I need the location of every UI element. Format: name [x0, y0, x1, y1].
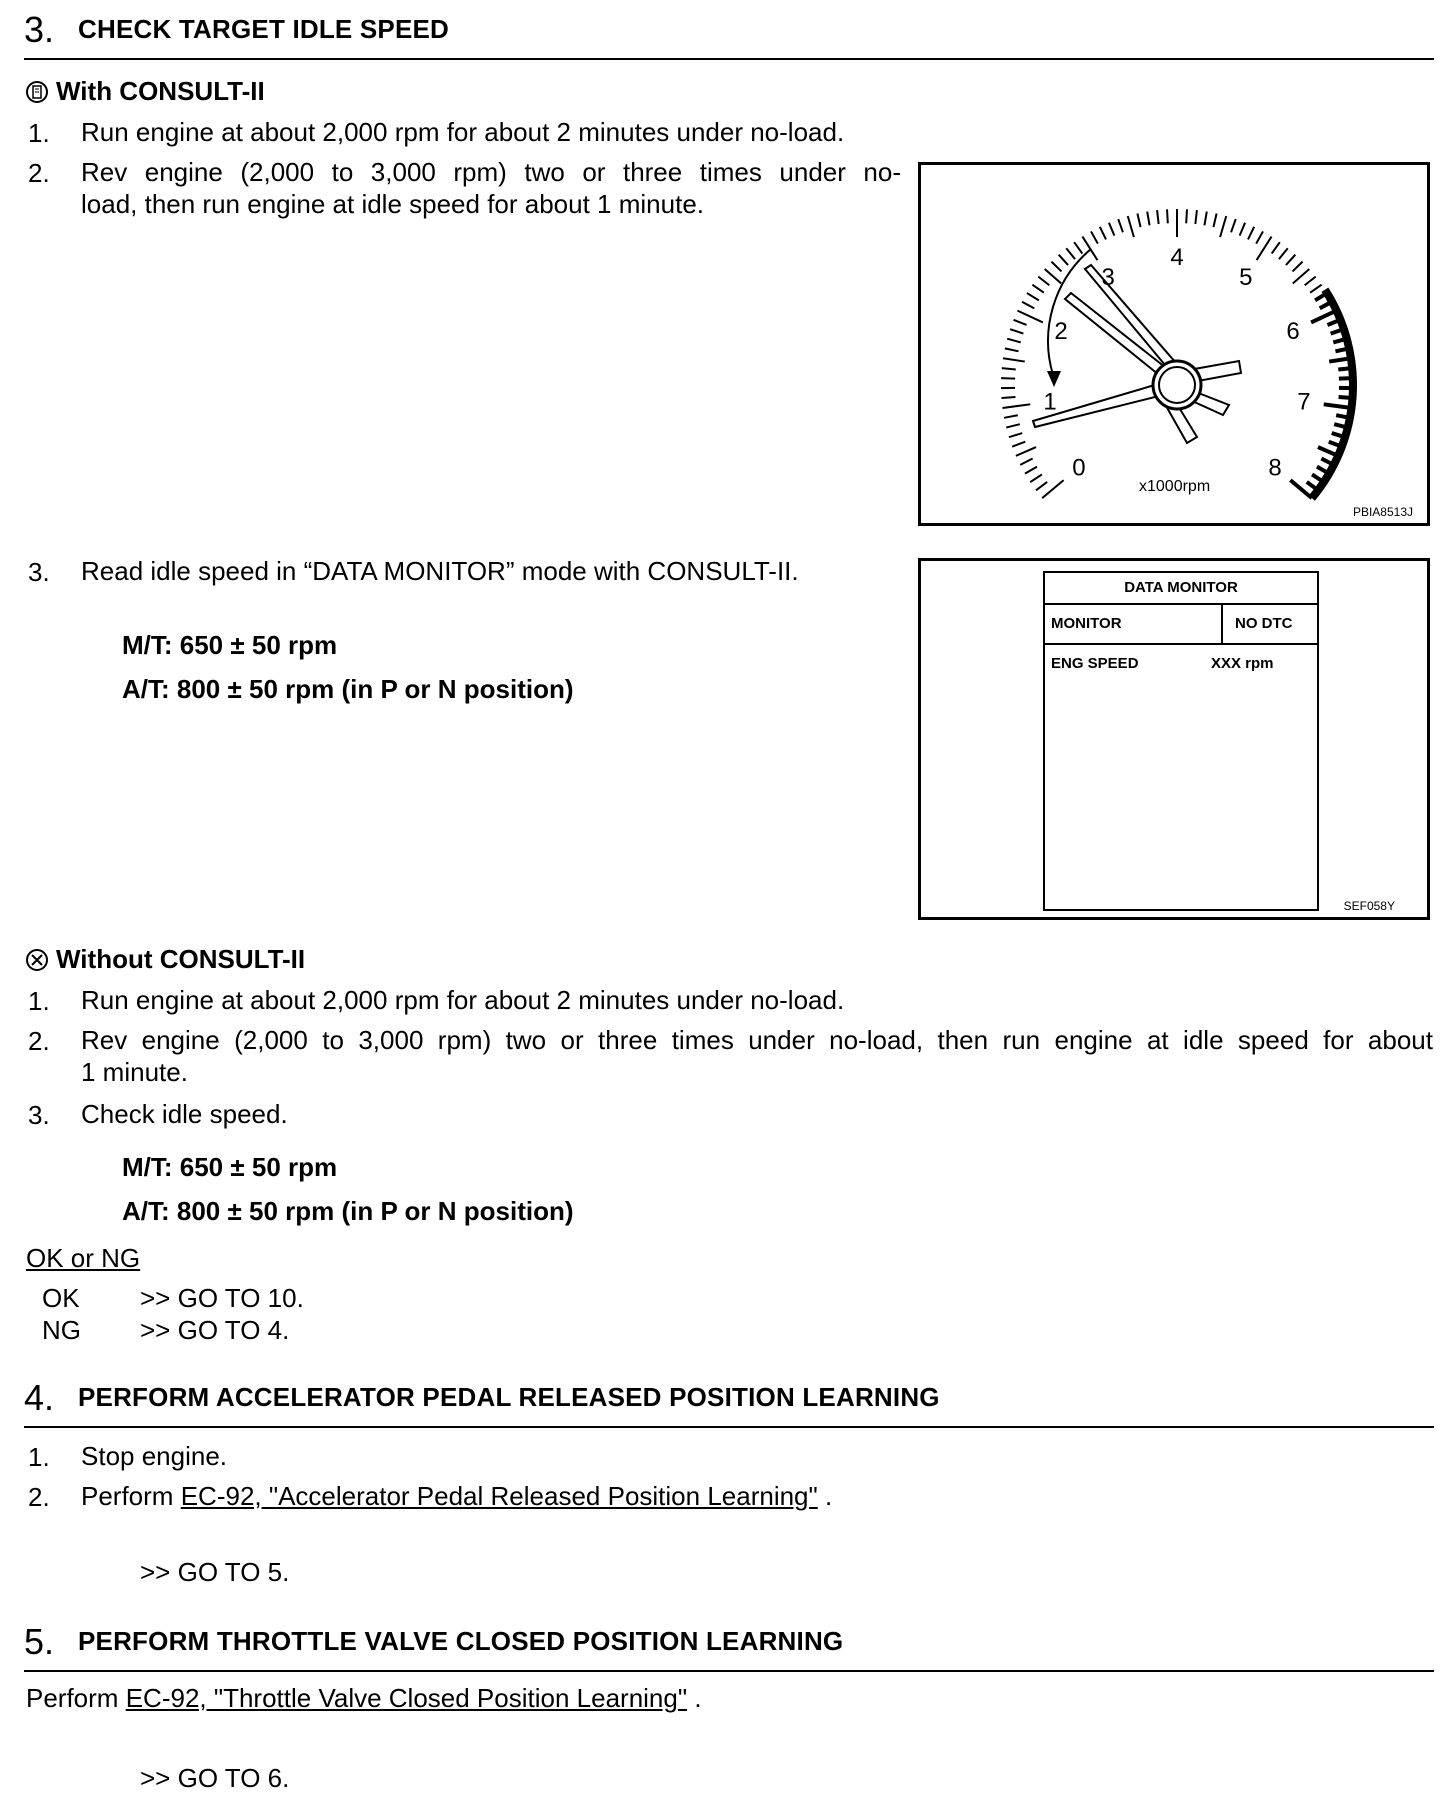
tachometer-tick: [1045, 269, 1062, 284]
tachometer-tick: [1032, 285, 1044, 293]
perform-suffix: .: [694, 1683, 702, 1713]
tachometer-tick: [1305, 277, 1316, 286]
tachometer-number: 4: [1170, 244, 1184, 271]
ng-action[interactable]: >> GO TO 4.: [140, 1315, 290, 1345]
ok-label: OK: [42, 1283, 80, 1313]
tachometer-figure: [918, 162, 1430, 526]
tachometer-tick: [1020, 459, 1032, 465]
no-consult-icon: [26, 949, 48, 971]
tachometer-number: 7: [1297, 388, 1311, 416]
without-item-2-line1: Rev engine (2,000 to 3,000 rpm) two or three times under no-load, then run engine at idle speed for about: [81, 1025, 1433, 1055]
with-consult-heading: [26, 76, 265, 107]
throttle-learning-link[interactable]: EC-92, "Throttle Valve Closed Position Learning": [125, 1683, 688, 1713]
with-consult-label: With CONSULT-II: [56, 76, 265, 106]
item-number: 3.: [28, 557, 50, 587]
tachometer-tick: [1311, 311, 1336, 323]
step-title: PERFORM THROTTLE VALVE CLOSED POSITION LEARNING: [78, 1626, 844, 1656]
tachometer-unit: x1000rpm: [1139, 478, 1211, 495]
without-item-2: [81, 1024, 1433, 1088]
step-3-header: [24, 0, 1434, 60]
tachometer-tick: [1248, 227, 1254, 240]
tachometer-tick: [1118, 219, 1123, 232]
tachometer-tick: [1001, 378, 1015, 379]
monitor-screen: [1043, 571, 1319, 911]
tachometer-tick: [1036, 482, 1047, 490]
tachometer-tick: [1009, 433, 1022, 437]
spec-mt: M/T: 650 ± 50 rpm: [122, 630, 338, 660]
tachometer-tick: [1213, 214, 1216, 228]
item-number: 1.: [28, 986, 50, 1016]
tachometer-tick: [1231, 219, 1236, 232]
without-consult-label: Without CONSULT-II: [56, 944, 306, 974]
item-number: 2.: [28, 1026, 50, 1056]
tachometer-tick: [1014, 320, 1027, 325]
tachometer-tick: [1100, 227, 1106, 240]
tachometer-tick: [1010, 329, 1023, 333]
tachometer-tick: [1003, 358, 1025, 361]
item-number: 3.: [28, 1100, 50, 1130]
tachometer-tick: [1256, 231, 1263, 243]
step4-item-1: Stop engine.: [81, 1441, 228, 1471]
tachometer-tick: [1016, 447, 1036, 456]
tachometer-tick: [1310, 285, 1322, 293]
tachometer-tick: [1066, 248, 1075, 259]
spec-mt: M/T: 650 ± 50 rpm: [122, 1152, 338, 1182]
tachometer-tick: [1293, 262, 1303, 272]
tachometer-tick: [1286, 255, 1295, 265]
tachometer-tick: [1167, 209, 1168, 223]
tachometer-number: 3: [1101, 264, 1115, 292]
tachometer-tick: [1279, 248, 1288, 259]
spec-at: A/T: 800 ± 50 rpm (in P or N position): [122, 1196, 574, 1226]
tachometer-tick: [1027, 293, 1039, 300]
without-item-3: Check idle speed.: [81, 1099, 288, 1129]
monitor-title: DATA MONITOR: [1045, 573, 1317, 605]
step-number: 4.: [24, 1377, 55, 1418]
tachometer-number: 0: [1072, 454, 1086, 482]
monitor-header-row: [1045, 605, 1317, 645]
tachometer-tick: [1051, 262, 1061, 272]
ng-label: NG: [42, 1315, 81, 1345]
tachometer-tick: [1272, 242, 1280, 253]
item-number: 2.: [28, 1482, 50, 1512]
without-item-2-line2: 1 minute.: [81, 1057, 188, 1087]
step-title: PERFORM ACCELERATOR PEDAL RELEASED POSITION LEARNING: [78, 1382, 940, 1412]
tachometer-tick: [1030, 474, 1042, 482]
without-consult-heading: [26, 944, 305, 975]
step-number: 5.: [24, 1621, 55, 1662]
tachometer-tick: [1017, 311, 1042, 323]
tachometer-tick: [1025, 467, 1037, 474]
item-number: 2.: [28, 158, 50, 188]
with-item-2: [81, 156, 901, 220]
step-5-header: [24, 1612, 1434, 1672]
tachometer-number: 6: [1286, 317, 1300, 345]
tachometer-tick: [1186, 209, 1187, 223]
step-number: 3.: [24, 9, 55, 50]
tachometer-drawing: [921, 165, 1427, 523]
monitor-status: NO DTC: [1235, 615, 1293, 632]
with-item-3: Read idle speed in “DATA MONITOR” mode with CONSULT-II.: [81, 556, 799, 586]
tachometer-tick: [1195, 210, 1197, 224]
tachometer-tick: [1293, 269, 1310, 284]
accelerator-learning-link[interactable]: EC-92, "Accelerator Pedal Released Position Learning": [180, 1481, 818, 1511]
tachometer-tick: [1147, 212, 1149, 226]
tachometer-tick: [1003, 404, 1031, 408]
item-number: 1.: [28, 118, 50, 148]
eng-speed-label: ENG SPEED: [1051, 655, 1139, 672]
data-monitor-figure: [918, 558, 1430, 920]
tachometer-number: 1: [1043, 388, 1057, 416]
perform-prefix: Perform: [81, 1481, 174, 1511]
without-item-1: Run engine at about 2,000 rpm for about 2 minutes under no-load.: [81, 985, 845, 1015]
item-number: 1.: [28, 1442, 50, 1472]
tachometer-tick: [1091, 231, 1098, 243]
step5-goto[interactable]: >> GO TO 6.: [140, 1763, 290, 1793]
tachometer-tick: [1022, 302, 1034, 309]
tachometer-tick: [1002, 368, 1016, 369]
tachometer-tick: [1157, 210, 1159, 224]
consult-tool-icon: [26, 81, 48, 103]
tachometer-tick: [1137, 214, 1140, 228]
step-title: CHECK TARGET IDLE SPEED: [78, 14, 450, 44]
eng-speed-value: XXX rpm: [1211, 655, 1274, 672]
perform-suffix: .: [824, 1481, 833, 1511]
tachometer-tick: [1006, 424, 1020, 427]
tachometer-number: 2: [1054, 317, 1068, 345]
step4-goto[interactable]: >> GO TO 5.: [140, 1557, 290, 1587]
tachometer-tick: [1128, 216, 1134, 237]
tachometer-tick: [1004, 415, 1018, 418]
tachometer-tick: [1001, 397, 1015, 398]
ok-ng-label: OK or NG: [26, 1243, 141, 1273]
tachometer-tick: [1109, 223, 1114, 236]
tachometer-tick: [1012, 442, 1025, 447]
tachometer-tick: [1059, 255, 1068, 265]
spec-at: A/T: 800 ± 50 rpm (in P or N position): [122, 674, 574, 704]
tachometer-tick: [1005, 348, 1019, 351]
perform-prefix: Perform: [26, 1683, 119, 1713]
tachometer-number: 8: [1268, 454, 1282, 482]
tachometer-tick: [1204, 212, 1206, 226]
ok-action[interactable]: >> GO TO 10.: [140, 1283, 304, 1313]
tachometer-tick: [1240, 223, 1245, 236]
tachometer-tick: [1007, 339, 1021, 343]
with-item-1: Run engine at about 2,000 rpm for about 2 minutes under no-load.: [81, 117, 845, 147]
with-item-2-line1: Rev engine (2,000 to 3,000 rpm) two or three times under no-: [81, 157, 901, 187]
tachometer-tick: [1324, 404, 1352, 408]
monitor-col-label: MONITOR: [1051, 615, 1122, 632]
tachometer-number: 5: [1239, 264, 1253, 292]
with-item-2-line2: load, then run engine at idle speed for about 1 minute.: [81, 189, 704, 219]
figure-code: PBIA8513J: [1352, 505, 1413, 519]
figure-code: SEF058Y: [1343, 899, 1395, 913]
step5-instruction: [26, 1682, 702, 1714]
tachometer-tick: [1074, 242, 1082, 253]
tachometer-tick: [1038, 277, 1049, 286]
step4-item-2: [81, 1480, 832, 1512]
tachometer-tick: [1220, 216, 1226, 237]
step-4-header: [24, 1368, 1434, 1428]
